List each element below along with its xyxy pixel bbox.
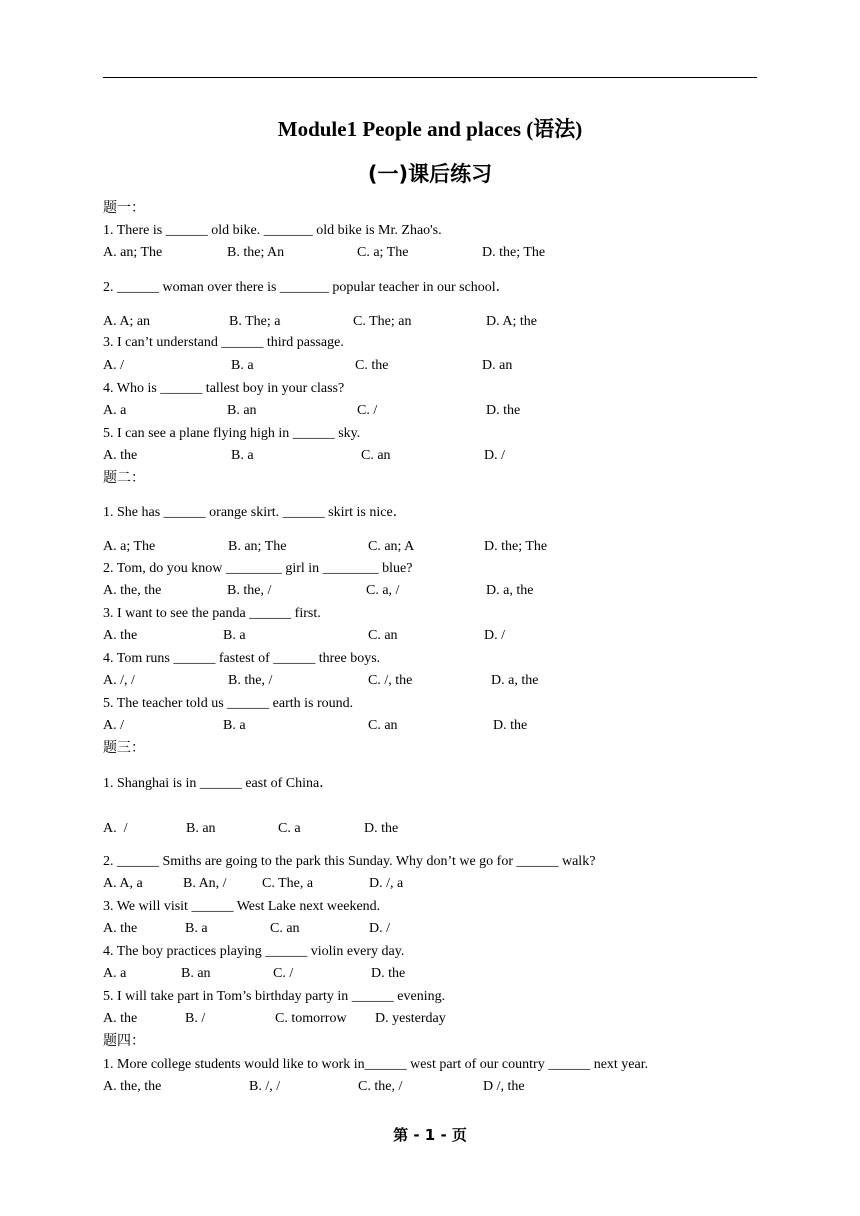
answer-option: C. The, a — [262, 876, 314, 891]
answer-option: B. a — [231, 358, 254, 373]
answer-option: D. the — [486, 403, 521, 418]
answer-option: B. a — [185, 921, 208, 936]
question-text: 4. The boy practices playing ______ violin every day. — [103, 944, 405, 959]
question-text: 1. More college students would like to work in______ west part of our country ______ next year. — [103, 1057, 649, 1072]
page-subtitle: (一)课后练习 — [367, 162, 493, 186]
question-text: 1. Shanghai is in ______ east of China． — [103, 776, 334, 791]
answer-option: D. the — [371, 966, 406, 981]
answer-option: D. / — [369, 921, 390, 936]
answer-option: C. tomorrow — [275, 1011, 347, 1026]
question-text: 4. Tom runs ______ fastest of ______ three boys. — [103, 651, 381, 666]
answer-option: D. / — [484, 448, 505, 463]
answer-option: A. / — [103, 718, 124, 733]
answer-option: D. the; The — [482, 245, 546, 260]
question-text: 3. I want to see the panda ______ first. — [103, 606, 321, 621]
answer-option: C. The; an — [353, 314, 412, 329]
answer-option: B. an — [181, 966, 211, 981]
answer-option: B. the, / — [227, 583, 272, 598]
answer-option: C. an; A — [368, 539, 415, 554]
answer-option: D. a, the — [486, 583, 534, 598]
section-label: 题三： — [103, 741, 145, 756]
answer-option: A. / — [103, 358, 124, 373]
answer-option: C. an — [368, 718, 398, 733]
answer-option: C. a; The — [357, 245, 409, 260]
answer-option: B. An, / — [183, 876, 227, 891]
answer-option: C. an — [270, 921, 300, 936]
question-text: 5. The teacher told us ______ earth is round. — [103, 696, 354, 711]
answer-option: C. an — [368, 628, 398, 643]
question-text: 4. Who is ______ tallest boy in your class? — [103, 381, 345, 396]
answer-option: B. /, / — [249, 1079, 281, 1094]
answer-option: D. the; The — [484, 539, 548, 554]
answer-option: A. the, the — [103, 583, 162, 598]
answer-option: A. the — [103, 1011, 138, 1026]
answer-option: C. / — [273, 966, 294, 981]
answer-option: D. the — [364, 821, 399, 836]
answer-option: A. a; The — [103, 539, 156, 554]
answer-option: D. a, the — [491, 673, 539, 688]
question-text: 2. Tom, do you know ________ girl in ________ blue? — [103, 561, 413, 576]
question-text: 2. ______ Smiths are going to the park this Sunday. Why don’t we go for ______ walk? — [103, 854, 596, 869]
answer-option: D. an — [482, 358, 513, 373]
answer-option: B. the; An — [227, 245, 285, 260]
answer-option: B. The; a — [229, 314, 281, 329]
answer-option: D. A; the — [486, 314, 537, 329]
answer-option: B. an — [227, 403, 257, 418]
answer-option: B. an; The — [228, 539, 287, 554]
answer-option: B. / — [185, 1011, 206, 1026]
page-footer: 第 - 1 - 页 — [393, 1126, 467, 1144]
question-text: 3. I can’t understand ______ third passage. — [103, 335, 344, 350]
answer-option: C. / — [357, 403, 378, 418]
answer-option: A. /, / — [103, 673, 135, 688]
answer-option: C. the — [355, 358, 389, 373]
section-label: 题一： — [103, 201, 145, 216]
answer-option: A. A, a — [103, 876, 143, 891]
page-title: Module1 People and places (语法) — [277, 117, 583, 141]
answer-option: D. / — [484, 628, 505, 643]
question-text: 3. We will visit ______ West Lake next weekend. — [103, 899, 381, 914]
answer-option: A. the, the — [103, 1079, 162, 1094]
answer-option: C. the, / — [358, 1079, 403, 1094]
answer-option: C. a — [278, 821, 301, 836]
answer-option: D. yesterday — [375, 1011, 446, 1026]
answer-option: D. the — [493, 718, 528, 733]
answer-option: A. an; The — [103, 245, 163, 260]
answer-option: C. a, / — [366, 583, 400, 598]
answer-option: B. a — [231, 448, 254, 463]
answer-option: A. the — [103, 448, 138, 463]
question-text: 5. I can see a plane flying high in ______ sky. — [103, 426, 361, 441]
question-text: 5. I will take part in Tom’s birthday party in ______ evening. — [103, 989, 446, 1004]
answer-option: A. the — [103, 921, 138, 936]
answer-option: C. an — [361, 448, 391, 463]
answer-option: A. a — [103, 403, 127, 418]
question-text: 1. She has ______ orange skirt. ______ skirt is nice． — [103, 505, 407, 520]
section-label: 题二： — [103, 471, 145, 486]
answer-option: A. / — [103, 821, 128, 836]
answer-option: B. a — [223, 628, 246, 643]
answer-option: A. the — [103, 628, 138, 643]
question-text: 1. There is ______ old bike. _______ old bike is Mr. Zhao's. — [103, 223, 442, 238]
header-rule — [103, 77, 757, 78]
answer-option: B. a — [223, 718, 246, 733]
answer-option: D /, the — [483, 1079, 525, 1094]
answer-option: C. /, the — [368, 673, 413, 688]
question-text: 2. ______ woman over there is _______ popular teacher in our school． — [103, 280, 510, 295]
answer-option: B. an — [186, 821, 216, 836]
answer-option: B. the, / — [228, 673, 273, 688]
answer-option: A. a — [103, 966, 127, 981]
answer-option: D. /, a — [369, 876, 404, 891]
section-label: 题四： — [103, 1034, 145, 1049]
answer-option: A. A; an — [103, 314, 151, 329]
